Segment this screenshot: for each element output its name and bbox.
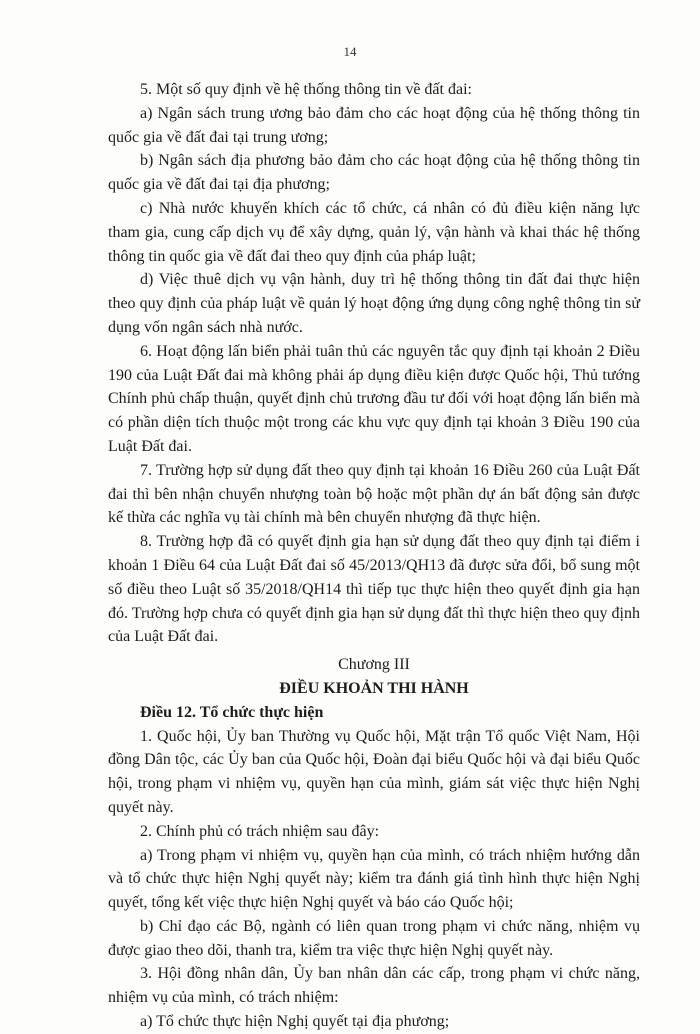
article-paragraph-2a: a) Trong phạm vi nhiệm vụ, quyền hạn của mình, có trách nhiệm hướng dẫn và tổ chức thực hiện Nghị quyết này; kiểm tra đánh giá tình hình thực hiện Nghị quyết, tổng kết việc thực hiện Nghị quyết và báo cáo Quốc hội; <box>108 846 640 912</box>
paragraph-8: 8. Trường hợp đã có quyết định gia hạn sử dụng đất theo quy định tại điểm i khoản 1 Điều 64 của Luật Đất đai số 45/2013/QH13 đã được sửa đổi, bổ sung một số điều theo Luật số 35/2018/QH14 thì tiếp tục thực hiện theo quyết định gia hạn đó. Trường hợp chưa có quyết định gia hạn sử dụng đất thì thực hiện theo quy định của Luật Đất đai. <box>108 533 640 646</box>
chapter-label: Chương III <box>338 656 410 674</box>
article-title: Điều 12. Tổ chức thực hiện <box>140 703 324 721</box>
chapter-title: ĐIỀU KHOẢN THI HÀNH <box>279 679 469 697</box>
document-body <box>108 78 640 1034</box>
paragraph-5: 5. Một số quy định về hệ thống thông tin về đất đai: <box>140 81 472 98</box>
article-paragraph-3a: a) Tổ chức thực hiện Nghị quyết tại địa phương; <box>140 1013 450 1031</box>
paragraph-5c: c) Nhà nước khuyến khích các tổ chức, cá nhân có đủ điều kiện năng lực tham gia, cung cấp dịch vụ để xây dựng, quản lý, vận hành và khai thác hệ thống thông tin quốc gia về đất đai theo quy định của pháp luật; <box>108 199 640 265</box>
article-paragraph-2: 2. Chính phủ có trách nhiệm sau đây: <box>140 822 380 840</box>
article-paragraph-3: 3. Hội đồng nhân dân, Ủy ban nhân dân các cấp, trong phạm vi chức năng, nhiệm vụ của mình, có trách nhiệm: <box>108 965 640 1007</box>
paragraph-7: 7. Trường hợp sử dụng đất theo quy định tại khoản 16 Điều 260 của Luật Đất đai thì bên nhận chuyển nhượng toàn bộ hoặc một phần dự án bất động sản được kế thừa các nghĩa vụ tài chính mà bên chuyển nhượng đã thực hiện. <box>108 461 640 527</box>
article-paragraph-1: 1. Quốc hội, Ủy ban Thường vụ Quốc hội, Mặt trận Tổ quốc Việt Nam, Hội đồng Dân tộc, các Ủy ban của Quốc hội, Đoàn đại biểu Quốc hội và đại biểu Quốc hội, trong phạm vi nhiệm vụ, quyền hạn của mình, giám sát việc thực hiện Nghị quyết này. <box>108 727 640 816</box>
paragraph-6: 6. Hoạt động lấn biển phải tuân thủ các nguyên tắc quy định tại khoản 2 Điều 190 của Luật Đất đai mà không phải áp dụng điều kiện được Quốc hội, Thủ tướng Chính phủ chấp thuận, quyết định chủ trương đầu tư đối với hoạt động lấn biển mà có phần diện tích thuộc một trong các khu vực quy định tại khoản 3 Điều 190 của Luật Đất đai. <box>108 342 640 455</box>
article-paragraph-2b: b) Chỉ đạo các Bộ, ngành có liên quan trong phạm vi chức năng, nhiệm vụ được giao theo dõi, thanh tra, kiểm tra việc thực hiện Nghị quyết này. <box>108 917 640 959</box>
page-number: 14 <box>343 44 357 59</box>
paragraph-5b: b) Ngân sách địa phương bảo đảm cho các hoạt động của hệ thống thông tin quốc gia về đất đai tại địa phương; <box>108 152 640 194</box>
paragraph-5d: d) Việc thuê dịch vụ vận hành, duy trì hệ thống thông tin đất đai thực hiện theo quy định của pháp luật về quản lý hoạt động ứng dụng công nghệ thông tin sử dụng vốn ngân sách nhà nước. <box>108 271 640 336</box>
paragraph-5a: a) Ngân sách trung ương bảo đảm cho các hoạt động của hệ thống thông tin quốc gia về đất đai tại trung ương; <box>108 104 640 146</box>
